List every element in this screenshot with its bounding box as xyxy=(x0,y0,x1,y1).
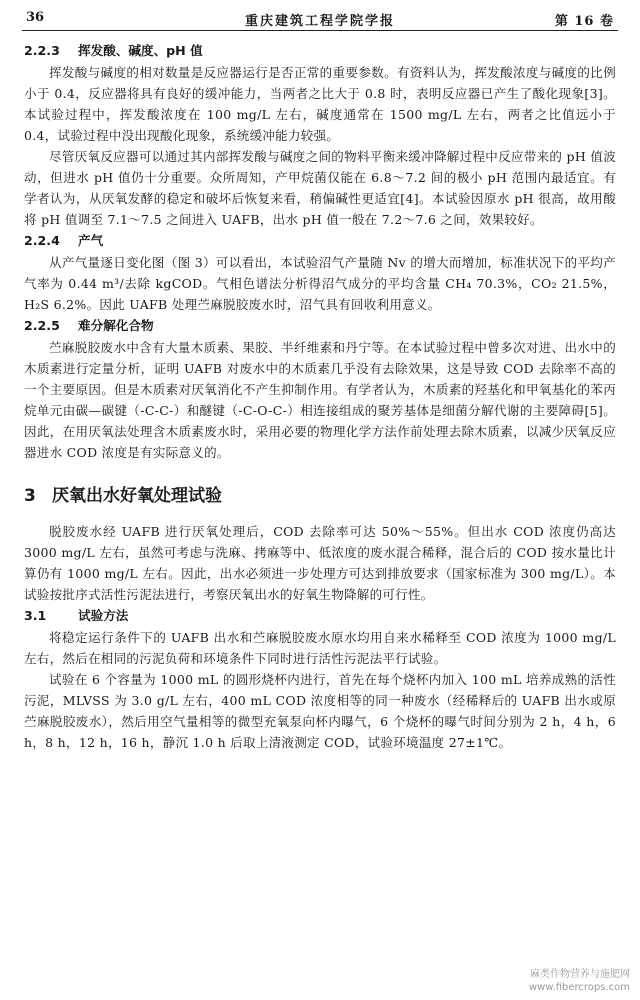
journal-title: 重庆建筑工程学院学报 xyxy=(244,14,395,29)
subsection-heading xyxy=(24,607,616,625)
watermark-line: 麻类作物营养与施肥网 xyxy=(530,969,630,980)
paragraph: 挥发酸与碱度的相对数量是反应器运行是否正常的重要参数。有资料认为，挥发酸浓度与碱度的比例小于 0.4，反应器将具有良好的缓冲能力，当两者之比大于 0.8 时，表明反应器已产生了酸化现象[3]。本试验过程中，挥发酸浓度在 100 mg/L 左右，碱度通常在 1500 mg/L 左右，两者之比值远小于 0.4，试验过程中没出现酸化现象，系统缓冲能力较强。 xyxy=(24,65,616,143)
section-number: 3 xyxy=(24,486,36,506)
subsection-number: 3.1 xyxy=(24,608,47,623)
paragraph: 苎麻脱胶废水中含有大量木质素、果胶、半纤维素和丹宁等。在本试验过程中曾多次对进、出水中的木质素进行定量分析，证明 UAFB 对废水中的木质素几乎没有去除效果，这是导致 COD 去除率不高的一个主要原因。但是木质素对厌氧消化不产生抑制作用。有学者认为，木质素的羟基化和甲氧基化的苯丙烷单元由碳—碳键（-C-C-）和醚键（-C-O-C-）相连接组成的聚芳基体是细菌分解代谢的主要障碍[5]。因此，在用厌氧法处理含木质素废水时，采用必要的物理化学方法作前处理去除木质素，以减少厌氧反应器进水 COD 浓度是有实际意义的。 xyxy=(24,340,616,460)
subsection-title: 产气 xyxy=(78,233,104,248)
subsection-number: 2.2.4 xyxy=(24,233,60,248)
section-title: 厌氧出水好氧处理试验 xyxy=(52,486,222,506)
paragraph: 尽管厌氧反应器可以通过其内部挥发酸与碱度之间的物料平衡来缓冲降解过程中反应带来的 pH 值波动，但进水 pH 值仍十分重要。众所周知，产甲烷菌仅能在 6.8～7.2 间的极小 pH 范围内最适宜。有学者认为，从厌氧发酵的稳定和破坏后恢复来看，稍偏碱性更适宜[4]。本试验因原水 pH 很高，故用酸将 pH 值调至 7.1～7.5 之间进入 UAFB，出水 pH 值一般在 7.2～7.6 之间，效果较好。 xyxy=(24,149,616,227)
page-header xyxy=(22,8,618,31)
paragraph: 将稳定运行条件下的 UAFB 出水和苎麻脱胶废水原水均用自来水稀释至 COD 浓度为 1000 mg/L 左右，然后在相同的污泥负荷和环境条件下同时进行活性污泥法平行试验。 xyxy=(24,630,616,666)
watermark-url: www.fibercrops.com xyxy=(528,982,630,993)
paragraph: 试验在 6 个容量为 1000 mL 的圆形烧杯内进行，首先在每个烧杯内加入 100 mL 培养成熟的活性污泥，MLVSS 为 3.0 g/L 左右，400 mL COD 浓度相等的同一种废水（经稀释后的 UAFB 出水或原苎麻脱胶废水），然后用空气量相等的微型充氧泵向杯内曝气，6 个烧杯的曝气时间分别为 2 h，4 h，6 h，8 h，12 h，16 h，静沉 1.0 h 后取上清液测定 COD，试验环境温度 27±1℃。 xyxy=(24,672,616,750)
subsection-heading xyxy=(24,42,616,60)
site-watermark xyxy=(529,968,630,994)
subsection-number: 2.2.5 xyxy=(24,318,60,333)
volume-label: 第 16 卷 xyxy=(554,14,614,29)
subsection-title: 试验方法 xyxy=(78,608,129,623)
subsection-number: 2.2.3 xyxy=(24,43,60,58)
paragraph: 从产气量逐日变化图（图 3）可以看出，本试验沼气产量随 Nv 的增大而增加，标准状况下的平均产气率为 0.44 m³/去除 kgCOD。气相色谱法分析得沼气成分的平均含量 CH₄ 70.3%，CO₂ 21.5%，H₂S 6.2%。因此 UAFB 处理苎麻脱胶废水时，沼气具有回收利用意义。 xyxy=(24,255,616,312)
section-heading xyxy=(24,483,616,509)
subsection-title: 难分解化合物 xyxy=(78,318,154,333)
subsection-heading xyxy=(24,317,616,335)
page-number: 36 xyxy=(26,10,45,25)
article-body xyxy=(24,40,616,753)
paragraph: 脱胶废水经 UAFB 进行厌氧处理后，COD 去除率可达 50%～55%。但出水 COD 浓度仍高达 3000 mg/L 左右，虽然可考虑与洗麻、拷麻等中、低浓度的废水混合稀释，混合后的 COD 按水量比计算仍有 1000 mg/L 左右。因此，出水必须进一步处理方可达到排放要求（国家标准为 300 mg/L）。本试验按批序式活性污泥法进行，考察厌氧出水的好氧生物降解的可行性。 xyxy=(24,524,616,602)
subsection-title: 挥发酸、碱度、pH 值 xyxy=(78,43,203,58)
subsection-heading xyxy=(24,232,616,250)
